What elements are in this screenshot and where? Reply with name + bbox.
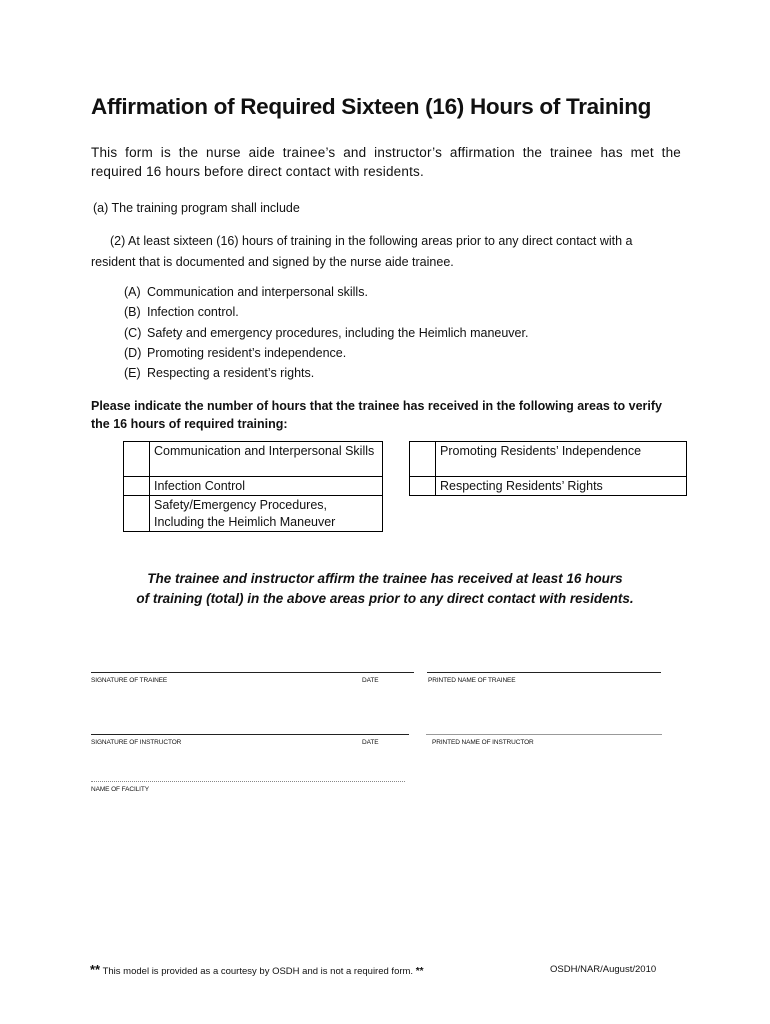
section-a-text: (a) The training program shall include <box>93 201 300 215</box>
list-item <box>124 365 528 385</box>
form-code: OSDH/NAR/August/2010 <box>550 964 657 975</box>
page-title: Affirmation of Required Sixteen (16) Hours of Training <box>91 94 652 119</box>
list-item-text: Infection control. <box>147 305 239 320</box>
facility-name-label: NAME OF FACILITY <box>91 786 149 793</box>
table-row <box>124 442 383 477</box>
trainee-date-label: DATE <box>362 677 379 684</box>
list-item-label: (A) <box>124 285 141 299</box>
list-item-label: (E) <box>124 366 141 381</box>
list-item-text: Promoting resident’s independence. <box>147 345 347 360</box>
hours-instruction: Please indicate the number of hours that the trainee has received in the following areas to verify the 16 hours of required training: <box>91 399 662 431</box>
affirmation-statement <box>91 569 679 609</box>
list-item-text: Safety and emergency procedures, including the Heimlich maneuver. <box>147 325 529 340</box>
list-item-label: (D) <box>124 345 142 360</box>
trainee-signature-label: SIGNATURE OF TRAINEE <box>91 677 168 684</box>
instructor-signature-line[interactable] <box>91 734 409 735</box>
instructor-date-label: DATE <box>362 739 379 746</box>
affirmation-line-1: The trainee and instructor affirm the trainee has received at least 16 hours <box>147 571 623 586</box>
list-item-text: Respecting a resident’s rights. <box>147 366 315 381</box>
section-2-line-1: (2) At least sixteen (16) hours of training in the following areas prior to any direct contact with a <box>110 234 633 248</box>
list-item <box>124 345 528 365</box>
list-item-label: (C) <box>124 325 142 340</box>
table-cell-label: Respecting Residents’ Rights <box>436 477 687 496</box>
footer-stars-left: ** <box>90 962 101 977</box>
table-row <box>410 477 687 496</box>
hours-table-right <box>409 441 687 496</box>
hours-input-safety[interactable] <box>124 496 150 532</box>
instructor-printed-name-line[interactable] <box>426 734 662 735</box>
table-cell-label: Communication and Interpersonal Skills <box>150 442 383 477</box>
table-cell-label: Safety/Emergency Procedures, Including the Heimlich Maneuver <box>150 496 383 532</box>
table-cell-label: Infection Control <box>150 477 383 496</box>
footer-note <box>90 962 424 977</box>
instructor-signature-label: SIGNATURE OF INSTRUCTOR <box>91 739 182 746</box>
facility-name-line[interactable] <box>91 781 405 782</box>
hours-input-rights[interactable] <box>410 477 436 496</box>
intro-paragraph: This form is the nurse aide trainee’s and instructor’s affirmation the trainee has met the required 16 hours before direct contact with residents. <box>91 145 681 179</box>
hours-input-infection[interactable] <box>124 477 150 496</box>
list-item <box>124 325 528 345</box>
affirmation-line-2: of training (total) in the above areas prior to any direct contact with residents. <box>136 591 634 606</box>
table-row <box>410 442 687 477</box>
table-row <box>124 496 383 532</box>
section-2-line-2: resident that is documented and signed by the nurse aide trainee. <box>91 255 454 269</box>
footer-stars-right: ** <box>415 966 424 977</box>
footer-note-text: This model is provided as a courtesy by OSDH and is not a required form. <box>100 966 416 977</box>
list-item-text: Communication and interpersonal skills. <box>147 285 368 299</box>
training-areas-list <box>124 284 528 385</box>
hours-table-left <box>123 441 383 532</box>
trainee-printed-name-label: PRINTED NAME OF TRAINEE <box>428 677 516 684</box>
table-cell-label: Promoting Residents’ Independence <box>436 442 687 477</box>
instructor-printed-name-label: PRINTED NAME OF INSTRUCTOR <box>432 739 534 746</box>
table-row <box>124 477 383 496</box>
trainee-printed-name-line[interactable] <box>427 672 661 673</box>
trainee-signature-line[interactable] <box>91 672 414 673</box>
hours-input-communication[interactable] <box>124 442 150 477</box>
list-item-label: (B) <box>124 305 141 320</box>
list-item <box>124 284 528 304</box>
section-2-paragraph <box>91 231 691 273</box>
list-item <box>124 304 528 324</box>
hours-input-independence[interactable] <box>410 442 436 477</box>
